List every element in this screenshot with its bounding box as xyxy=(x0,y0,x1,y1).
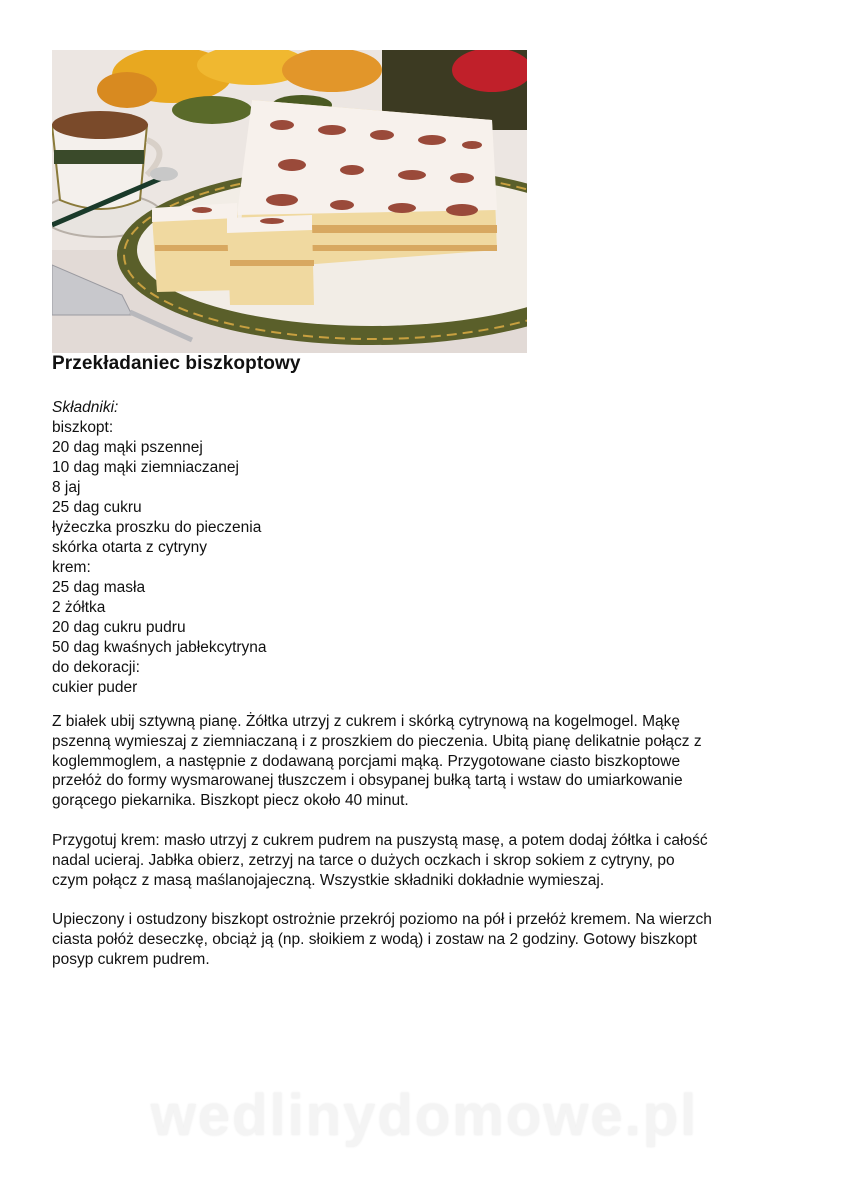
step-text-line: posyp cukrem pudrem. xyxy=(52,950,210,968)
cake-photo-illustration xyxy=(52,50,527,353)
step-text-line: Z białek ubij sztywną pianę. Żółtka utrzyj z cukrem i skórką cytrynową na kogelmogel. Mąkę xyxy=(52,713,680,730)
step-text-line: czym połącz z masą maślanojajeczną. Wszystkie składniki dokładnie wymieszaj. xyxy=(52,871,605,889)
ingredient-line: 20 dag cukru pudru xyxy=(52,619,186,636)
step-paragraph-3 xyxy=(52,910,802,969)
ingredient-line: 25 dag masła xyxy=(52,579,146,596)
step-text-line: ciasta połóż deseczkę, obciąż ją (np. słoikiem z wodą) i zostaw na 2 godziny. Gotowy biszkopt xyxy=(52,931,697,949)
cake-photo xyxy=(52,50,527,353)
ingredient-line: 50 dag kwaśnych jabłekcytryna xyxy=(52,639,267,656)
ingredient-line: cukier puder xyxy=(52,679,138,696)
ingredient-line: 8 jaj xyxy=(52,479,81,496)
step-text-line: nadal ucieraj. Jabłka obierz, zetrzyj na tarce o dużych oczkach i skrop sokiem z cytryny, po xyxy=(52,851,675,869)
step-text-line: pszenną wymieszaj z ziemniaczaną i z proszkiem do pieczenia. Ubitą pianę delikatnie połącz z xyxy=(52,732,702,750)
cake-slices xyxy=(152,203,314,305)
ingredients-heading: Składniki: xyxy=(52,399,119,416)
site-watermark: wedlinydomowe.pl xyxy=(150,1083,699,1148)
step-text-line: Upieczony i ostudzony biszkopt ostrożnie przekrój poziomo na pół i przełóż kremem. Na wierzch xyxy=(52,911,712,929)
ingredients-list xyxy=(52,398,267,698)
step-text-line: koglemmoglem, a następnie z dodawaną porcjami mąką. Przygotowane ciasto biszkoptowe xyxy=(52,752,681,770)
ingredient-line: 20 dag mąki pszennej xyxy=(52,439,203,456)
step-text-line: gorącego piekarnika. Biszkopt piecz około 40 minut. xyxy=(52,792,409,810)
ingredient-line: 25 dag cukru xyxy=(52,499,142,516)
preparation-steps xyxy=(52,712,802,990)
recipe-title: Przekładaniec biszkoptowy xyxy=(52,353,301,374)
ingredient-line: biszkopt: xyxy=(52,419,114,436)
step-text-line: Przygotuj krem: masło utrzyj z cukrem pudrem na puszystą masę, a potem dodaj żółtka i całość xyxy=(52,831,708,849)
ingredient-line: 2 żółtka xyxy=(52,599,106,616)
step-paragraph-1 xyxy=(52,712,802,811)
ingredient-line: krem: xyxy=(52,559,91,576)
spoon-bowl xyxy=(150,167,178,181)
step-text-line: przełóż do formy wysmarowanej tłuszczem i obsypanej bułką tartą i wstaw do umiarkowanie xyxy=(52,772,683,790)
step-paragraph-2 xyxy=(52,831,802,890)
ingredient-line: do dekoracji: xyxy=(52,659,140,676)
ingredient-line: łyżeczka proszku do pieczenia xyxy=(52,519,262,536)
ingredient-line: skórka otarta z cytryny xyxy=(52,539,208,556)
ingredient-line: 10 dag mąki ziemniaczanej xyxy=(52,459,239,476)
